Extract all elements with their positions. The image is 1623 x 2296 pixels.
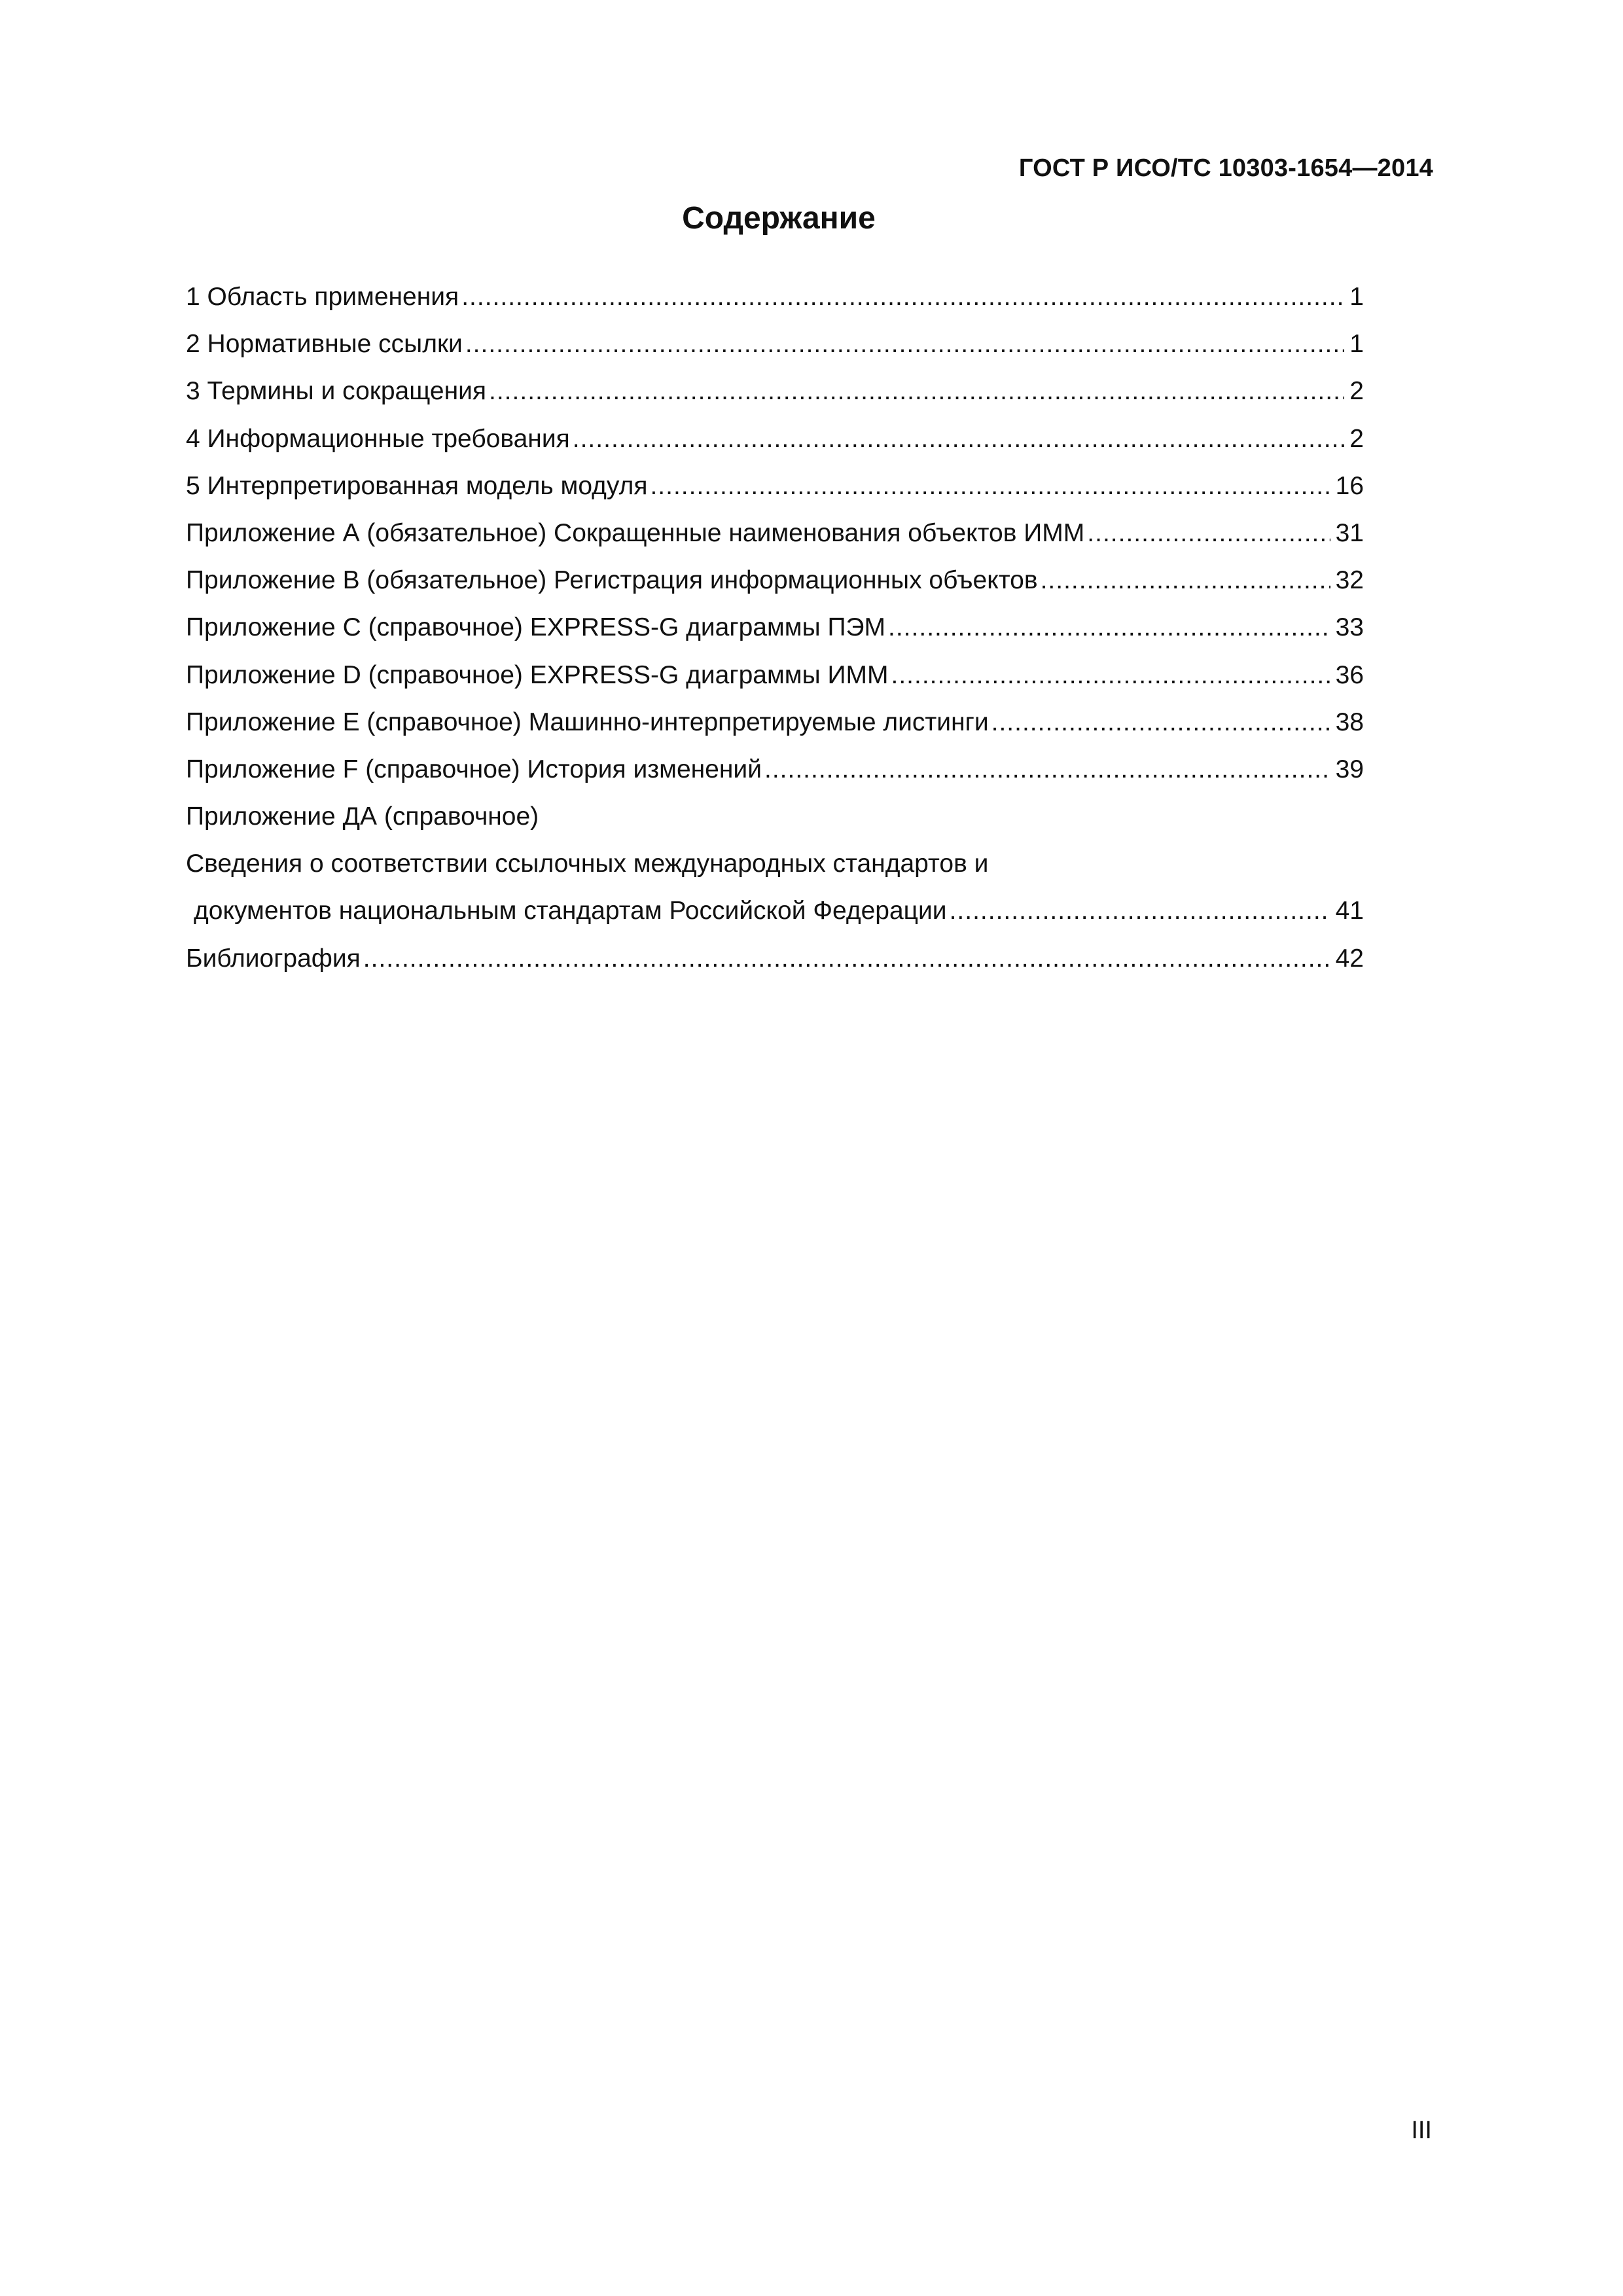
toc-entry-label: 2 Нормативные ссылки	[186, 330, 463, 359]
toc-entry-page: 31	[1335, 518, 1364, 547]
toc-entry-page: 38	[1335, 708, 1364, 736]
toc-leader-dots	[764, 746, 1330, 793]
toc-entry-page: 42	[1335, 944, 1364, 973]
toc-entry[interactable]	[186, 793, 1364, 840]
toc-entry-page: 36	[1335, 660, 1364, 689]
toc-entry-page: 41	[1335, 897, 1364, 925]
toc-entry[interactable]	[186, 699, 1364, 746]
toc-entry-page: 32	[1335, 566, 1364, 595]
toc-entry[interactable]	[186, 652, 1364, 699]
toc-leader-dots	[991, 699, 1330, 746]
toc-entry-page: 2	[1349, 424, 1364, 453]
toc-leader-dots	[461, 274, 1344, 321]
toc-entry-label: Приложение ДА (справочное)	[186, 802, 539, 831]
toc-entry-page: 16	[1335, 471, 1364, 500]
toc-entry-label: Приложение D (справочное) EXPRESS-G диаграммы ИММ	[186, 660, 889, 689]
toc-leader-dots	[950, 888, 1330, 935]
toc-entry-label: документов национальным стандартам Российской Федерации	[194, 897, 947, 925]
toc-entry-label: 3 Термины и сокращения	[186, 377, 487, 406]
toc-entry-label: Приложение Е (справочное) Машинно-интерпретируемые листинги	[186, 708, 989, 736]
toc-entry-label: Сведения о соответствии ссылочных международных стандартов и	[186, 850, 989, 878]
toc-leader-dots	[573, 416, 1345, 463]
toc-entry[interactable]	[186, 510, 1364, 557]
toc-entry[interactable]	[186, 746, 1364, 793]
toc-entry[interactable]	[186, 935, 1364, 982]
toc-entry-page: 1	[1349, 283, 1364, 311]
toc-entry[interactable]	[186, 463, 1364, 510]
document-code: ГОСТ Р ИСО/ТС 10303-1654—2014	[1018, 154, 1433, 182]
toc-entry-label: Приложение С (справочное) EXPRESS-G диаграммы ПЭМ	[186, 613, 886, 642]
toc-leader-dots	[465, 321, 1344, 368]
toc-entry[interactable]	[186, 604, 1364, 651]
toc-entry-label: Приложение В (обязательное) Регистрация информационных объектов	[186, 566, 1038, 595]
toc-entry-page: 2	[1349, 377, 1364, 406]
toc-entry-page: 33	[1335, 613, 1364, 642]
toc-entry[interactable]	[186, 368, 1364, 415]
toc-leader-dots	[1087, 510, 1330, 557]
toc-entry-page: 39	[1335, 755, 1364, 783]
toc-entry[interactable]	[186, 416, 1364, 463]
toc-leader-dots	[363, 935, 1330, 982]
toc-title: Содержание	[682, 201, 876, 236]
toc-leader-dots	[891, 652, 1330, 699]
toc-leader-dots	[1041, 557, 1330, 604]
toc-entry-label: 1 Область применения	[186, 283, 459, 311]
toc-leader-dots	[888, 604, 1330, 651]
toc-entry[interactable]	[186, 840, 1364, 888]
toc-entry-page: 1	[1349, 330, 1364, 359]
toc-entry[interactable]	[186, 321, 1364, 368]
toc-entry-label: Приложение F (справочное) История изменений	[186, 755, 762, 783]
toc-entry-label: 5 Интерпретированная модель модуля	[186, 471, 648, 500]
toc-entry-label: Приложение А (обязательное) Сокращенные наименования объектов ИММ	[186, 518, 1085, 547]
table-of-contents	[186, 274, 1364, 982]
toc-entry-label: Библиография	[186, 944, 361, 973]
toc-entry[interactable]	[186, 888, 1364, 935]
toc-entry[interactable]	[186, 557, 1364, 604]
page-number: III	[1411, 2117, 1432, 2144]
toc-entry-label: 4 Информационные требования	[186, 424, 570, 453]
toc-leader-dots	[650, 463, 1330, 510]
toc-entry[interactable]	[186, 274, 1364, 321]
toc-leader-dots	[489, 368, 1344, 415]
